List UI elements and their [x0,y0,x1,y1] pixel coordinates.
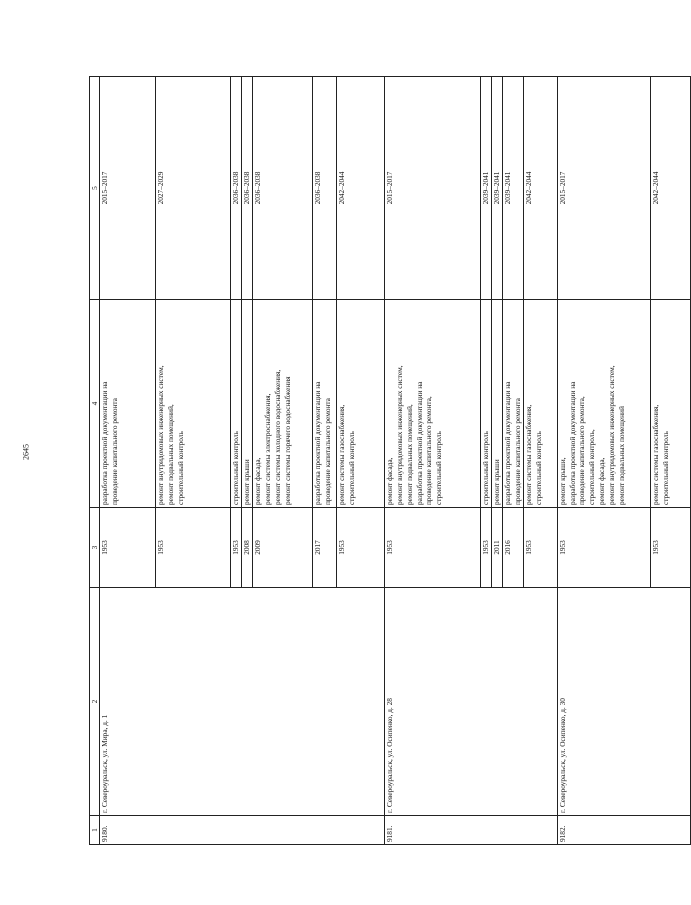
address-cell: г. Североуральск, ул. Мира, д. 1 [100,588,385,816]
cell-line: ремонт внутридомовых инженерных систем, [156,365,165,505]
cell-line: проведение капитального ремонта, [424,396,434,505]
cell-line: ремонт системы газоснабжения, [523,404,533,505]
column-header-row [90,77,100,845]
cell-line: ремонт фасада, [252,457,262,505]
cell-line: 1953 [480,540,490,555]
work-type-cell [252,300,312,508]
cell-line: 2036–2038 [241,171,251,205]
period-cell [491,77,502,300]
cell-line: 1953 [523,540,533,555]
cell-line: строительный контроль [660,431,670,505]
year-cell [523,508,557,588]
cell-line: 2008 [241,540,251,555]
work-type-cell [231,300,242,508]
cell-line: разработка проектной документации на [312,381,322,505]
year-cell [312,508,336,588]
year-cell [241,508,252,588]
work-type-cell [156,300,231,508]
period-cell [502,77,523,300]
cell-line: 2009 [252,540,262,555]
cell-line: 2017 [312,540,322,555]
cell-line: 1953 [100,540,109,555]
cell-line: 2015–2017 [100,171,109,205]
period-cell [231,77,242,300]
period-cell [156,77,231,300]
cell-line: 2042–2044 [336,171,346,205]
column-header: 2 [90,588,100,816]
cell-line: строительный контроль [175,431,185,505]
period-cell [336,77,384,300]
address-cell: г. Североуральск, ул. Осипенко, д. 30 [557,588,690,816]
cell-line: строительный контроль [480,431,490,505]
table-row [557,77,650,845]
cell-line: 2039–2041 [502,171,512,205]
cell-line: 2036–2038 [252,171,262,205]
cell-line: 2011 [491,540,501,555]
period-cell [312,77,336,300]
period-cell [523,77,557,300]
cell-line: разработка проектной документации на [567,381,577,505]
cell-line: 1953 [557,540,567,555]
cell-line: строительный контроль [346,431,356,505]
cell-line: ремонт фасада, [597,457,607,505]
table-row [100,77,156,845]
cell-line: ремонт внутридомовых инженерных систем, [394,365,404,505]
period-cell [384,77,480,300]
cell-line: 2015–2017 [557,171,567,205]
cell-line: разработка проектной документации на [414,381,424,505]
period-cell [557,77,650,300]
cell-line: 2036–2038 [231,171,240,205]
year-cell [231,508,242,588]
period-cell [252,77,312,300]
cell-line: проведение капитального ремонта, [577,396,587,505]
cell-line: ремонт системы холодного водоснабжения, [272,369,282,505]
cell-line: проведение капитального ремонта [512,398,522,505]
repair-schedule-table [89,76,691,845]
page-number: 2645 [21,444,31,460]
cell-line: 2016 [502,540,512,555]
year-cell [502,508,523,588]
work-type-cell [241,300,252,508]
work-type-cell [523,300,557,508]
cell-line: ремонт системы горячего водоснабжения [282,376,292,505]
period-cell [100,77,156,300]
period-cell [650,77,690,300]
year-cell [480,508,491,588]
cell-line: ремонт крыши [491,459,501,505]
cell-line: 2039–2041 [491,171,501,205]
cell-line: ремонт подвальных помещений [617,406,627,505]
work-type-cell [100,300,156,508]
table-row [384,77,480,845]
cell-line: ремонт системы газоснабжения, [336,404,346,505]
period-cell [241,77,252,300]
column-header: 3 [90,508,100,588]
year-cell [336,508,384,588]
cell-line: 1953 [156,540,165,555]
year-cell [650,508,690,588]
cell-line: разработка проектной документации на [100,381,109,505]
cell-line: ремонт крыши, [557,457,567,505]
work-type-cell [502,300,523,508]
column-header: 1 [90,816,100,845]
work-type-cell [557,300,650,508]
cell-line: 2015–2017 [384,171,394,205]
cell-line: 1953 [231,540,240,555]
cell-line: проведение капитального ремонта [322,398,332,505]
table-body [90,77,691,845]
cell-line: 2036–2038 [312,171,322,205]
work-type-cell [312,300,336,508]
cell-line: проведение капитального ремонта [109,398,119,505]
cell-line: ремонт внутридомовых инженерных систем, [607,365,617,505]
cell-line: разработка проектной документации на [502,381,512,505]
cell-line: ремонт системы газоснабжения, [650,404,660,505]
address-cell: г. Североуральск, ул. Осипенко, д. 28 [384,588,557,816]
entry-number: 9180. [100,816,385,845]
cell-line: ремонт подвальных помещений, [165,404,175,505]
cell-line: строительный контроль, [587,429,597,505]
column-header: 5 [90,77,100,300]
cell-line: строительный контроль [231,431,240,505]
work-type-cell [491,300,502,508]
cell-line: 2039–2041 [480,171,490,205]
cell-line: 2027–2029 [156,171,165,205]
cell-line: 1953 [384,540,394,555]
year-cell [252,508,312,588]
period-cell [480,77,491,300]
cell-line: 2042–2044 [650,171,660,205]
work-type-cell [384,300,480,508]
column-header: 4 [90,300,100,508]
cell-line: 2042–2044 [523,171,533,205]
cell-line: ремонт системы электроснабжения, [262,393,272,505]
entry-number: 9182. [557,816,690,845]
year-cell [557,508,650,588]
cell-line: ремонт подвальных помещений, [404,404,414,505]
cell-line: ремонт крыши [241,459,251,505]
cell-line: 1953 [336,540,346,555]
year-cell [100,508,156,588]
year-cell [156,508,231,588]
rotated-table-wrapper [89,77,670,845]
work-type-cell [480,300,491,508]
year-cell [491,508,502,588]
cell-line: ремонт фасада, [384,457,394,505]
cell-line: строительный контроль [434,431,444,505]
year-cell [384,508,480,588]
cell-line: строительный контроль [533,431,543,505]
work-type-cell [650,300,690,508]
entry-number: 9181. [384,816,557,845]
work-type-cell [336,300,384,508]
cell-line: 1953 [650,540,660,555]
